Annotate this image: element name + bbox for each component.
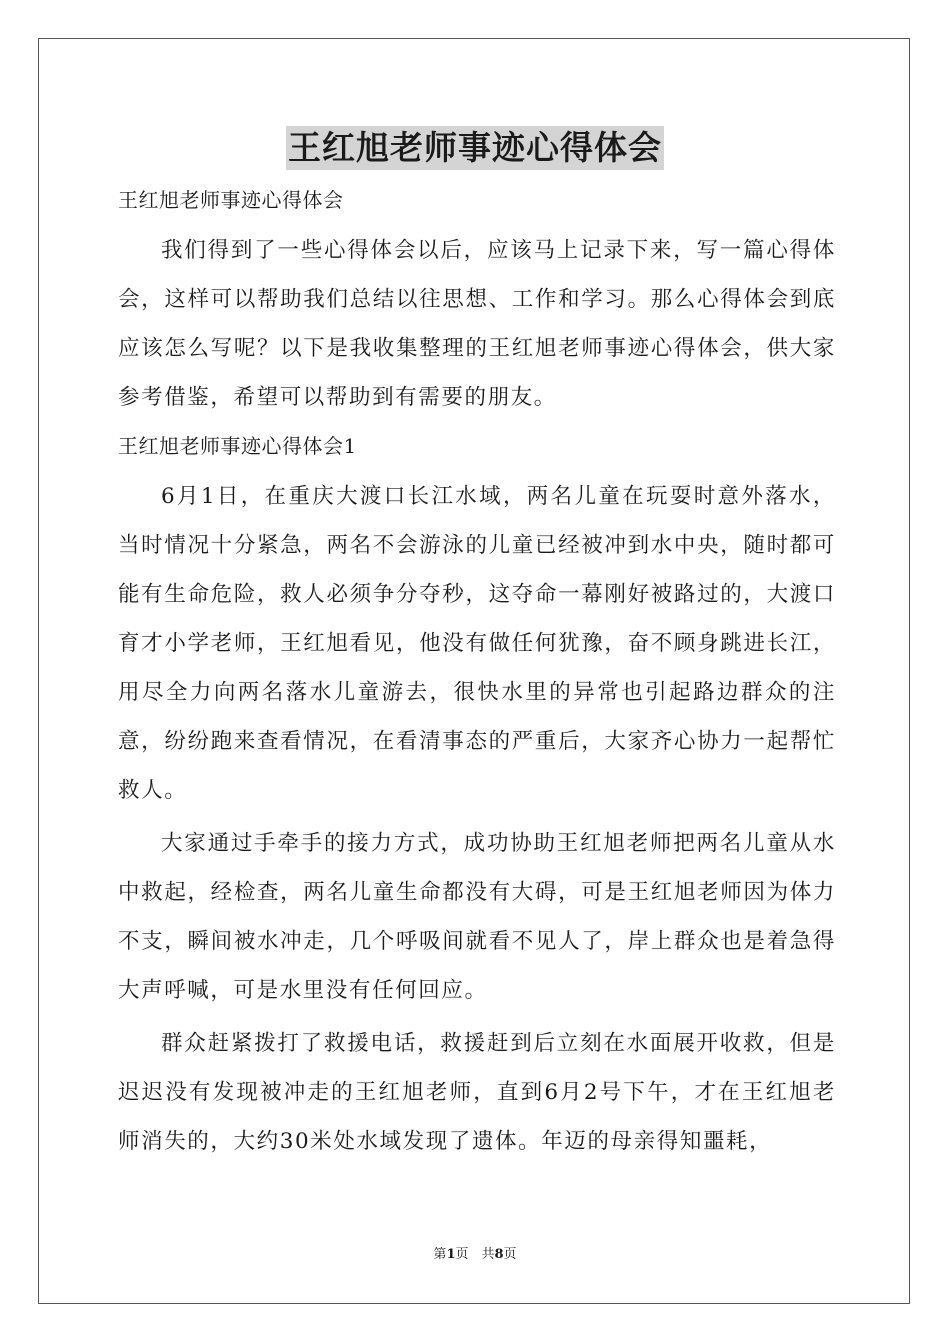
body-paragraph-2: 大家通过手牵手的接力方式，成功协助王红旭老师把两名儿童从水中救起，经检查，两名儿童生命都没有大碍，可是王红旭老师因为体力不支，瞬间被水冲走，几个呼吸间就看不见人了，岸上群众也是着急得大声呼喊，可是水里没有任何回应。 [118,831,836,1003]
document-body [118,180,836,1170]
section-heading: 王红旭老师事迹心得体会1 [118,434,357,458]
page-mid: 页 共 [455,1247,495,1262]
intro-paragraph: 我们得到了一些心得体会以后，应该马上记录下来，写一篇心得体会，这样可以帮助我们总结以往思想、工作和学习。那么心得体会到底应该怎么写呢？以下是我收集整理的王红旭老师事迹心得体会，供大家参考借鉴，希望可以帮助到有需要的朋友。 [118,238,836,410]
total-page-number: 8 [494,1247,504,1262]
current-page-number: 1 [446,1247,456,1262]
page-prefix: 第 [433,1247,447,1262]
body-paragraph-3: 群众赶紧拨打了救援电话，救援赶到后立刻在水面展开收救，但是迟迟没有发现被冲走的王红旭老师，直到6月2号下午，才在王红旭老师消失的，大约30米处水域发现了遗体。年迈的母亲得知噩耗， [118,1031,836,1154]
title-text: 王红旭老师事迹心得体会 [286,126,664,170]
page-suffix: 页 [503,1247,517,1262]
document-title [0,126,950,174]
subtitle: 王红旭老师事迹心得体会 [118,188,344,212]
page-footer [0,1246,950,1264]
body-paragraph-1: 6月1日，在重庆大渡口长江水域，两名儿童在玩耍时意外落水，当时情况十分紧急，两名不会游泳的儿童已经被冲到水中央，随时都可能有生命危险，救人必须争分夺秒，这夺命一幕刚好被路过的，大渡口育才小学老师，王红旭看见，他没有做任何犹豫，奋不顾身跳进长江，用尽全力向两名落水儿童游去，很快水里的异常也引起路边群众的注意，纷纷跑来查看情况，在看清事态的严重后，大家齐心协力一起帮忙救人。 [118,484,836,803]
